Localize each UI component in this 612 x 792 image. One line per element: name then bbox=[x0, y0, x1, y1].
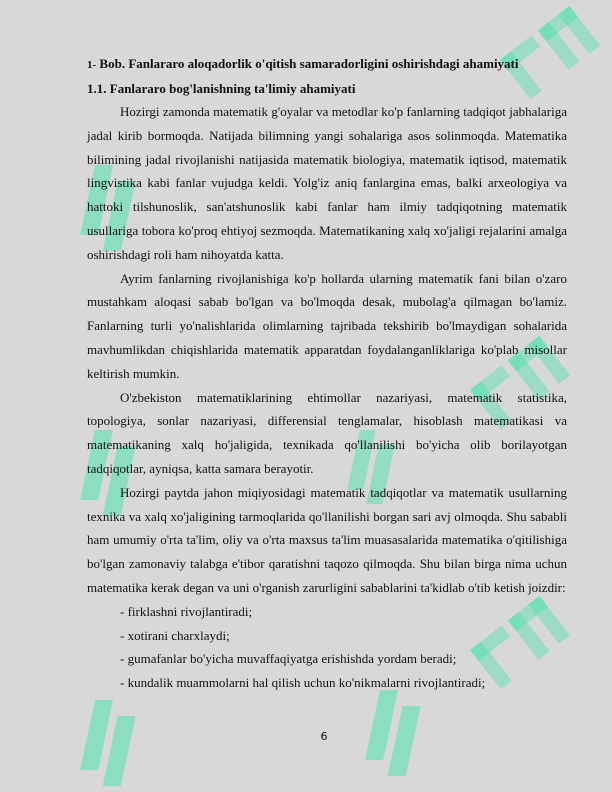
list-item: - gumafanlar bo'yicha muvaffaqiyatga erishishda yordam beradi; bbox=[120, 651, 457, 667]
bullet-list bbox=[87, 600, 567, 695]
chapter-heading bbox=[87, 52, 567, 77]
page-number: 6 bbox=[320, 730, 328, 743]
list-item: - xotirani charxlaydi; bbox=[120, 627, 230, 643]
list-item: - firklashni rivojlantiradi; bbox=[120, 603, 253, 619]
paragraph: O'zbekiston matematiklarining ehtimollar nazariyasi, matematik statistika, topologiya, sonlar nazariyasi, differensial tenglamalar, hisoblash matematikasi va matematikaning xalq ho'jaligida, texnikada qo'llanilishi bo'yicha olib borilayotgan tadqiqotlar, ayniqsa, katta samara berayotir. bbox=[87, 389, 567, 476]
list-item: - kundalik muammolarni hal qilish uchun ko'nikmalarni rivojlantiradi; bbox=[120, 675, 486, 691]
watermark-logo-left-3 bbox=[77, 700, 139, 786]
document-page bbox=[87, 52, 567, 695]
paragraph: Hozirgi paytda jahon miqiyosidagi matematik tadqiqotlar va matematik usullarning texnika va xalq xo'jaligining tarmoqlarida qo'llanilishi borgan sari avj olmoqda. Shu sababli ham umumiy o'rta ta'lim, oliy va o'rta maxsus ta'lim muasasalarida matematika o'qitilishiga bo'lgan zamonaviy talabga e'tibor qaratishni taqozo qilmoqda. Shu bilan birga nima uchun matematika kerak degan va uni o'rganish zarurligini sabablarini ta'kidlab o'tib ketish joizdir: bbox=[87, 484, 567, 595]
chapter-title: Bob. Fanlararo aloqadorlik o'qitish samaradorligini oshirishdagi ahamiyati bbox=[99, 56, 519, 71]
paragraph: Hozirgi zamonda matematik g'oyalar va metodlar ko'p fanlarning tadqiqot jabhalariga jadal kirib bormoqda. Natijada bilimning yangi sohalariga asos solinmoqda. Matematika bilimining jadal rivojlanishi natijasida matematik biologiya, matematik iqtisod, matematik lingvistika kabi fanlar vujudga keldi. Yolg'iz aniq fanlargina emas, balki arxeologiya va hattoki tilshunoslik, san'atshunoslik kabi fanlar ham ilmiy tadqiqotning matematik usullariga tobora ko'proq ehtiyoj sezmoqda. Matematikaning xalq xo'jaligi rejalarini amalga oshirishdagi roli ham nihoyatda katta. bbox=[87, 104, 567, 262]
section-heading: 1.1. Fanlararo bog'lanishning ta'limiy ahamiyati bbox=[87, 81, 356, 96]
chapter-number: 1- bbox=[87, 59, 97, 71]
paragraph: Ayrim fanlarning rivojlanishiga ko'p hollarda ularning matematik fani bilan o'zaro mustahkam aloqasi sabab bo'lgan va bo'lmoqda desak, mubolag'a qilmagan bo'lamiz. Fanlarning turli yo'nalishlarida olimlarning tajribada tekshirib bo'lmaydigan sohalarida mavhumlikdan chiqishlarida matematik apparatdan foydalanganliklariga ko'plab misollar keltirish mumkin. bbox=[87, 270, 567, 381]
